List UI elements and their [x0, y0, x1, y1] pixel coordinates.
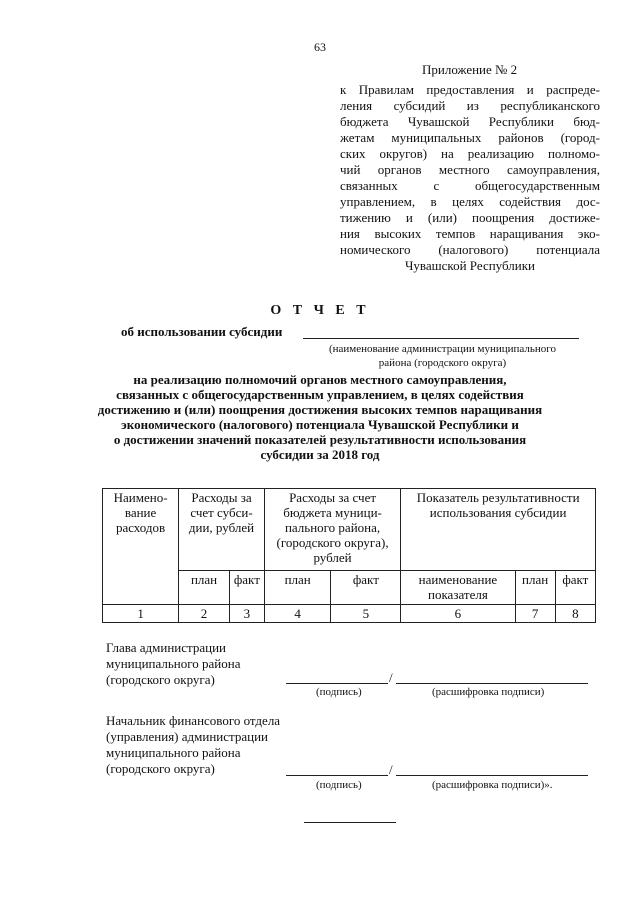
subsidy-name-hint: [300, 342, 585, 370]
signature-decode-hint: (расшифровка подписи): [432, 686, 545, 698]
appendix-line: номического (налогового) потенциала: [340, 242, 600, 257]
column-number: 2: [179, 605, 230, 623]
column-number: 6: [401, 605, 515, 623]
appendix-line: жетам муниципальных районов (город-: [340, 130, 600, 145]
signature-decode-blank: [396, 683, 588, 684]
purpose-line: связанных с общегосударственным управлением, в целях содействия: [116, 387, 524, 402]
signature-decode-blank: [396, 775, 588, 776]
slash-separator: /: [389, 670, 393, 685]
signature-blank: [286, 683, 388, 684]
purpose-line: экономического (налогового) потенциала Чувашской Республики и: [121, 417, 519, 432]
hint-line: района (городского округа): [378, 357, 507, 369]
appendix-line: тижению и (или) поощрения достиже-: [340, 210, 600, 225]
subheader-plan: план: [515, 571, 555, 605]
header-budget-expenses: Расходы за счет бюджета муници-пального района, (городского округа), рублей: [264, 489, 400, 571]
appendix-line: бюджета Чувашской Республики бюд-: [340, 114, 600, 129]
appendix-line: управлением, в целях содействия дос-: [340, 194, 600, 209]
signature-hint: (подпись): [316, 779, 362, 791]
signature-blank: [286, 775, 388, 776]
column-number: 3: [229, 605, 264, 623]
column-number: 1: [103, 605, 179, 623]
purpose-line: о достижении значений показателей результативности использования: [113, 432, 527, 447]
header-indicator: Показатель результативности использования субсидии: [401, 489, 596, 571]
purpose-line: субсидии за 2018 год: [260, 447, 380, 462]
appendix-line: связанных с общегосударственным: [340, 178, 600, 193]
subheader-fact: факт: [229, 571, 264, 605]
purpose-line: достижению и (или) поощрения достижения высоких темпов наращивания: [97, 402, 543, 417]
subsidy-name-blank: [303, 338, 579, 339]
subheader-fact: факт: [331, 571, 401, 605]
purpose-line: на реализацию полномочий органов местного самоуправления,: [133, 372, 507, 387]
report-title: О Т Ч Е Т: [270, 303, 370, 318]
appendix-title: Приложение № 2: [422, 62, 518, 77]
signature-hint: (подпись): [316, 686, 362, 698]
signature-title-finance: Начальник финансового отдела (управления) администрации муниципального района (городского округа): [106, 713, 281, 776]
footer-rule: [304, 822, 396, 823]
subheader-indicator-name: наименование показателя: [401, 571, 515, 605]
subsidy-label: об использовании субсидии: [121, 324, 283, 339]
signature-decode-hint: (расшифровка подписи)».: [432, 779, 553, 791]
column-number: 8: [555, 605, 595, 623]
column-number: 7: [515, 605, 555, 623]
page-number: 63: [314, 40, 326, 54]
signature-title-head: Глава администрации муниципального района (городского округа): [106, 640, 241, 687]
appendix-line: ления субсидий из республиканского: [340, 98, 600, 113]
subheader-fact: факт: [555, 571, 595, 605]
appendix-line: ских округов) на реализацию полномо-: [340, 146, 600, 161]
header-expense-name: Наимено-вание расходов: [103, 489, 179, 605]
column-number: 5: [331, 605, 401, 623]
slash-separator: /: [389, 762, 393, 777]
appendix-line: к Правилам предоставления и распреде-: [340, 82, 600, 97]
appendix-body: [340, 82, 600, 274]
hint-line: (наименование администрации муниципального: [328, 343, 557, 355]
subheader-plan: план: [264, 571, 331, 605]
subheader-plan: план: [179, 571, 230, 605]
report-table: [102, 488, 596, 623]
column-number: 4: [264, 605, 331, 623]
appendix-line: ния высоких темпов наращивания эко-: [340, 226, 600, 241]
appendix-line: Чувашской Республики: [404, 258, 536, 273]
appendix-line: чий органов местного самоуправления,: [340, 162, 600, 177]
report-purpose: [60, 372, 580, 462]
header-subsidy-expenses: Расходы за счет субси-дии, рублей: [179, 489, 265, 571]
